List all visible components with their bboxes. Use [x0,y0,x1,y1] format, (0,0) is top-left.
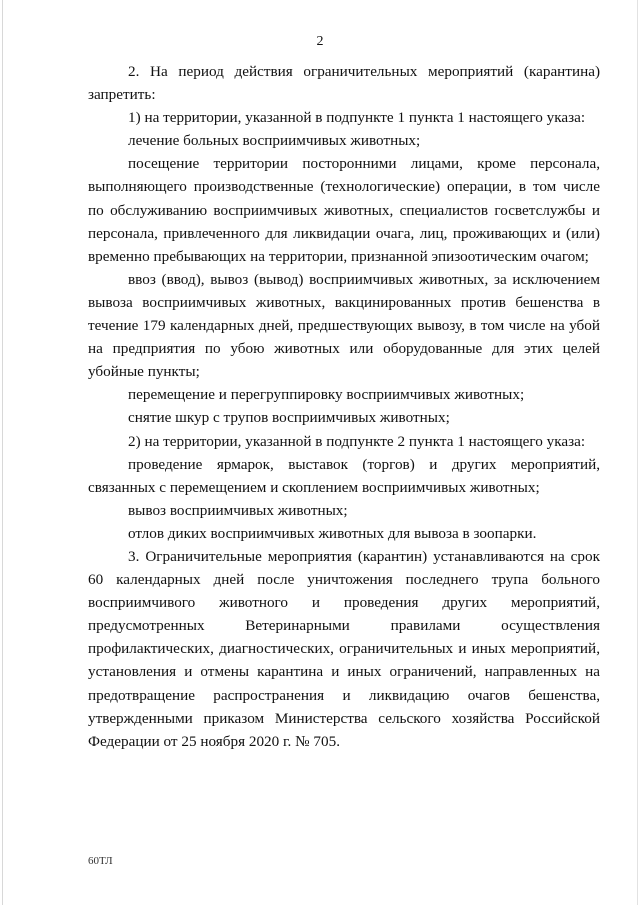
paragraph-ban-wild-capture: отлов диких восприимчивых животных для вывоза в зоопарки. [128,524,537,542]
paragraph-item-2: 2. На период действия ограничительных мероприятий (карантина) запретить: [88,63,600,104]
paragraph-ban-treatment: лечение больных восприимчивых животных; [128,132,421,150]
scan-edge-right [637,0,638,905]
page-number: 2 [316,34,324,49]
footer-mark: 60ТЛ [88,855,113,867]
paragraph-item-3: 3. Ограничительные мероприятия (карантин) устанавливаются на срок 60 календарных дней после уничтожения последнего трупа больного восприимчивого животного и проведения других мероприятий, предусмотренных Ветеринарными правилами осуществления профилактических, диагностических, ограничительных и иных мероприятий, установления и отмены карантина и иных ограничений, направленных на предотвращение распространения и ликвидацию очагов бешенства, утвержденными приказом Министерства сельского хозяйства Российской Федерации от 25 ноября 2020 г. № 705. [88,547,600,750]
paragraph-subitem-2: 2) на территории, указанной в подпункте 2 пункта 1 настоящего указа: [128,432,586,450]
scan-edge-left [2,0,3,905]
paragraph-ban-export: вывоз восприимчивых животных; [128,501,348,519]
paragraph-subitem-1: 1) на территории, указанной в подпункте 1 пункта 1 настоящего указа: [128,109,586,127]
paragraph-ban-visits: посещение территории посторонними лицами, кроме персонала, выполняющего производственные (технологические) операции, в том числе по обслуживанию восприимчивых животных, специалистов госветслужбы и персонала, привлеченного для ликвидации очага, лиц, проживающих и (или) временно пребывающих на территории, признанной эпизоотическим очагом; [88,155,600,265]
paragraph-ban-fairs: проведение ярмарок, выставок (торгов) и других мероприятий, связанных с перемещением и скоплением восприимчивых животных; [88,455,600,496]
paragraph-ban-import-export: ввоз (ввод), вывоз (вывод) восприимчивых животных, за исключением вывоза восприимчивых животных, вакцинированных против бешенства в течение 179 календарных дней, предшествующих вывозу, в том числе на убой на предприятия по убою животных или оборудованные для этих целей убойные пункты; [88,270,600,381]
document-body [88,60,600,753]
paragraph-ban-skinning: снятие шкур с трупов восприимчивых животных; [128,409,450,427]
paragraph-ban-regrouping: перемещение и перегруппировку восприимчивых животных; [128,386,525,404]
